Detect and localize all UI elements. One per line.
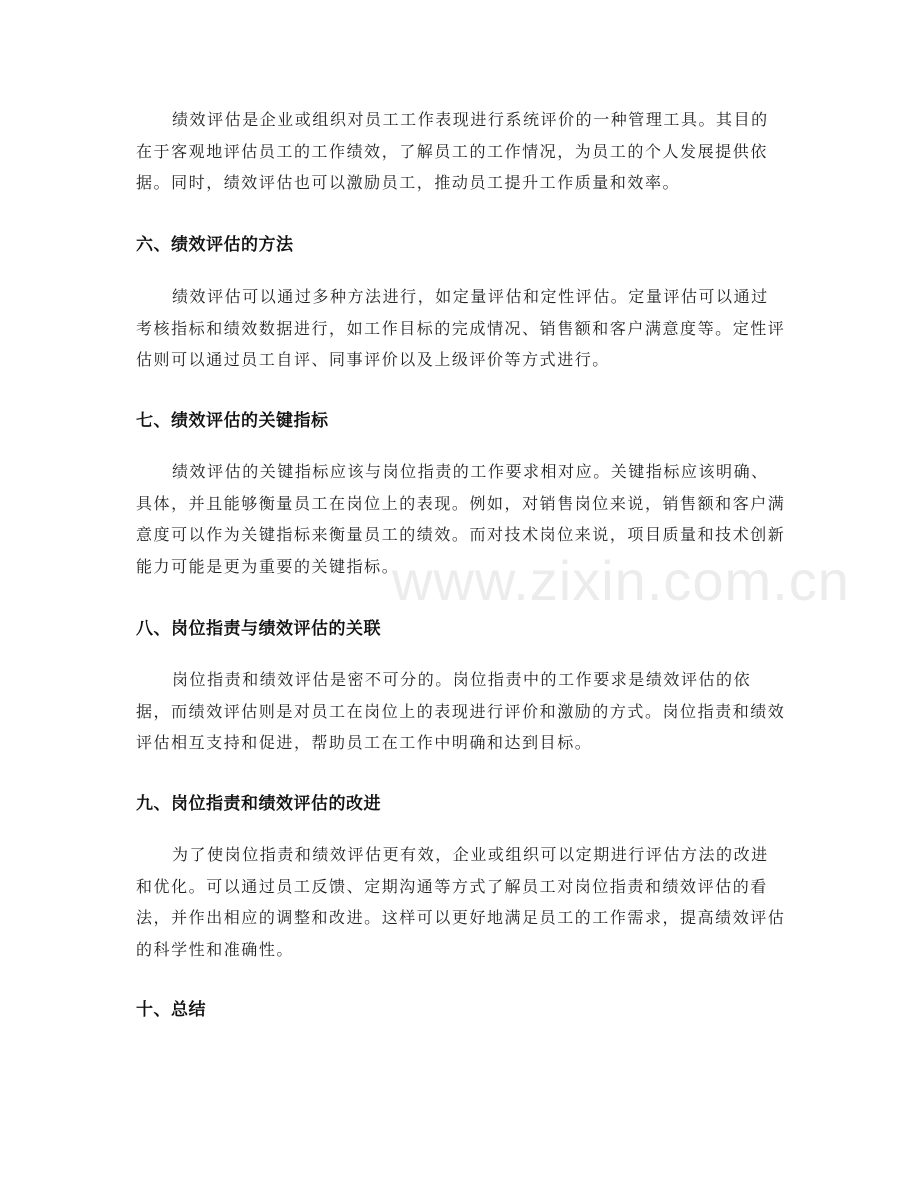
section-body-6: 绩效评估可以通过多种方法进行，如定量评估和定性评估。定量评估可以通过考核指标和绩效数据进行，如工作目标的完成情况、销售额和客户满意度等。定性评估则可以通过员工自评、同事评价以及上级评价等方式进行。 (136, 287, 786, 369)
section-heading-10: 十、总结 (136, 1000, 206, 1020)
section-heading-7: 七、绩效评估的关键指标 (136, 411, 329, 431)
intro-paragraph: 绩效评估是企业或组织对员工工作表现进行系统评价的一种管理工具。其目的在于客观地评估员工的工作绩效，了解员工的工作情况，为员工的个人发展提供依据。同时，绩效评估也可以激励员工，推动员工提升工作质量和效率。 (136, 110, 769, 192)
section-heading-9: 九、岗位指责和绩效评估的改进 (136, 794, 381, 814)
section-heading-8: 八、岗位指责与绩效评估的关联 (136, 619, 381, 639)
section-body-9: 为了使岗位指责和绩效评估更有效，企业或组织可以定期进行评估方法的改进和优化。可以通过员工反馈、定期沟通等方式了解员工对岗位指责和绩效评估的看法，并作出相应的调整和改进。这样可以更好地满足员工的工作需求，提高绩效评估的科学性和准确性。 (136, 845, 786, 959)
section-body-8: 岗位指责和绩效评估是密不可分的。岗位指责中的工作要求是绩效评估的依据，而绩效评估则是对员工在岗位上的表现进行评价和激励的方式。岗位指责和绩效评估相互支持和促进，帮助员工在工作中明确和达到目标。 (136, 670, 786, 752)
watermark: www.zixin.com.cn (392, 549, 850, 612)
section-heading-6: 六、绩效评估的方法 (136, 235, 294, 255)
section-body-7: 绩效评估的关键指标应该与岗位指责的工作要求相对应。关键指标应该明确、具体，并且能够衡量员工在岗位上的表现。例如，对销售岗位来说，销售额和客户满意度可以作为关键指标来衡量员工的绩效。而对技术岗位来说，项目质量和技术创新能力可能是更为重要的关键指标。 (136, 462, 786, 576)
